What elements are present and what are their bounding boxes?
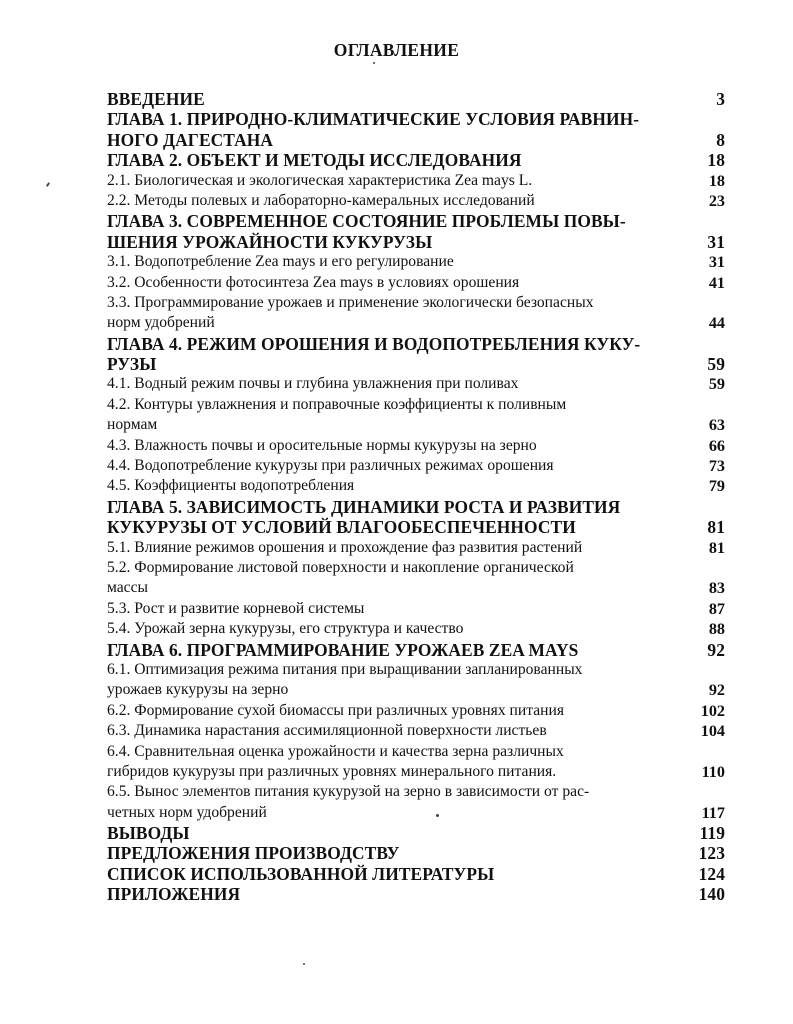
toc-entry-title: ГЛАВА 5. ЗАВИСИМОСТЬ ДИНАМИКИ РОСТА И РАЗВИТИЯ <box>107 496 621 517</box>
toc-entry-line <box>107 497 725 517</box>
toc-chapter-entry <box>107 843 725 863</box>
toc-page-number: 3 <box>716 89 725 109</box>
scan-speck <box>373 62 375 64</box>
toc-entry-line <box>107 823 725 843</box>
toc-entry-title: гибридов кукурузы при различных уровнях минерального питания. <box>107 762 557 780</box>
toc-entry-line <box>107 680 725 700</box>
toc-entry-title: 3.1. Водопотребление Zea mays и его регулирование <box>107 253 454 271</box>
toc-entry-title: урожаев кукурузы на зерно <box>107 681 289 699</box>
toc-page-number: 23 <box>708 191 725 210</box>
toc-chapter-entry <box>107 864 725 884</box>
toc-entry-title: РУЗЫ <box>107 354 157 375</box>
toc-entry-line <box>107 171 725 191</box>
toc-entry-title: ГЛАВА 2. ОБЪЕКТ И МЕТОДЫ ИССЛЕДОВАНИЯ <box>107 150 522 171</box>
toc-page-number: 92 <box>708 681 725 700</box>
toc-section-entry <box>107 599 725 619</box>
toc-section-entry <box>107 374 725 394</box>
toc-entry-line <box>107 374 725 394</box>
toc-entry-title: КУКУРУЗЫ ОТ УСЛОВИЙ ВЛАГООБЕСПЕЧЕННОСТИ <box>107 517 576 538</box>
toc-section-entry <box>107 171 725 191</box>
toc-entry-line <box>107 476 725 496</box>
toc-page-number: 140 <box>698 884 725 905</box>
toc-entry-line <box>107 660 725 680</box>
toc-entry-title: норм удобрений <box>107 314 215 332</box>
toc-page-number: 8 <box>716 129 725 150</box>
toc-entry-title: 6.1. Оптимизация режима питания при выращивании запланированных <box>107 660 583 678</box>
scan-speck <box>303 963 305 965</box>
toc-section-entry <box>107 721 725 741</box>
toc-entry-title: ШЕНИЯ УРОЖАЙНОСТИ КУКУРУЗЫ <box>107 231 433 252</box>
toc-entry-title: 5.3. Рост и развитие корневой системы <box>107 599 365 617</box>
toc-entry-line <box>107 701 725 721</box>
toc-entry-line <box>107 538 725 558</box>
toc-page-number: 59 <box>708 375 725 394</box>
toc-entry-line <box>107 803 725 823</box>
toc-page-number: 18 <box>707 150 725 171</box>
toc-page-number: 123 <box>698 843 725 864</box>
toc-entry-line <box>107 293 725 313</box>
toc-section-entry <box>107 252 725 272</box>
toc-entry-title: 5.1. Влияние режимов орошения и прохождение фаз развития растений <box>107 538 583 556</box>
toc-entry-title: 2.2. Методы полевых и лабораторно-камеральных исследований <box>107 191 535 209</box>
toc-entry-title: ПРИЛОЖЕНИЯ <box>107 884 241 905</box>
toc-section-entry <box>107 660 725 701</box>
toc-entry-line <box>107 109 725 129</box>
toc-entry-line <box>107 782 725 802</box>
toc-page-number: 110 <box>701 762 725 781</box>
toc-entry-title: массы <box>107 579 149 597</box>
toc-section-entry <box>107 742 725 783</box>
toc-chapter-entry <box>107 823 725 843</box>
toc-entry-line <box>107 864 725 884</box>
toc-chapter-entry <box>107 89 725 109</box>
toc-chapter-entry <box>107 497 725 538</box>
toc-entry-title: 3.2. Особенности фотосинтеза Zea mays в условиях орошения <box>107 273 520 291</box>
toc-entry-line <box>107 130 725 150</box>
toc-chapter-entry <box>107 640 725 660</box>
toc-entry-title: ГЛАВА 3. СОВРЕМЕННОЕ СОСТОЯНИЕ ПРОБЛЕМЫ ПОВЫ- <box>107 211 626 232</box>
toc-entry-line <box>107 354 725 374</box>
toc-entry-title: 2.1. Биологическая и экологическая характеристика Zea mays L. <box>107 171 533 189</box>
toc-page-number: 124 <box>698 863 725 884</box>
toc-page-number: 44 <box>708 314 725 333</box>
toc-section-entry <box>107 273 725 293</box>
toc-entry-title: 6.5. Вынос элементов питания кукурузой на зерно в зависимости от рас- <box>107 783 590 801</box>
toc-section-entry <box>107 395 725 436</box>
toc-section-entry <box>107 619 725 639</box>
toc-page-number: 79 <box>708 477 725 496</box>
toc-entry-line <box>107 843 725 863</box>
page-title: ОГЛАВЛЕНИЕ <box>333 40 460 60</box>
toc-page-number: 102 <box>700 701 725 720</box>
toc-page-number: 117 <box>701 803 725 822</box>
toc-section-entry <box>107 456 725 476</box>
toc-page-number: 87 <box>708 599 725 618</box>
toc-chapter-entry <box>107 150 725 170</box>
toc-entry-title: 4.2. Контуры увлажнения и поправочные коэффициенты к поливным <box>107 395 567 413</box>
table-of-contents <box>107 89 725 905</box>
toc-section-entry <box>107 701 725 721</box>
toc-entry-title: ПРЕДЛОЖЕНИЯ ПРОИЗВОДСТВУ <box>107 843 400 864</box>
toc-section-entry <box>107 782 725 823</box>
toc-chapter-entry <box>107 211 725 252</box>
toc-entry-line <box>107 313 725 333</box>
toc-page-number: 31 <box>708 253 725 272</box>
toc-entry-line <box>107 599 725 619</box>
toc-entry-title: ГЛАВА 1. ПРИРОДНО-КЛИМАТИЧЕСКИЕ УСЛОВИЯ РАВНИН- <box>107 109 640 130</box>
toc-entry-line <box>107 742 725 762</box>
toc-entry-line <box>107 436 725 456</box>
toc-entry-title: 6.3. Динамика нарастания ассимиляционной поверхности листьев <box>107 722 547 740</box>
scan-speck <box>46 182 51 187</box>
toc-page-number: 59 <box>707 354 725 375</box>
toc-entry-title: НОГО ДАГЕСТАНА <box>107 129 274 150</box>
toc-entry-title: четных норм удобрений <box>107 803 267 821</box>
toc-chapter-entry <box>107 334 725 375</box>
toc-entry-line <box>107 619 725 639</box>
toc-entry-line <box>107 211 725 231</box>
toc-entry-line <box>107 578 725 598</box>
toc-entry-title: ГЛАВА 6. ПРОГРАММИРОВАНИЕ УРОЖАЕВ ZEA MAYS <box>107 639 579 660</box>
toc-entry-title: нормам <box>107 416 158 434</box>
toc-section-entry <box>107 293 725 334</box>
toc-entry-title: 4.1. Водный режим почвы и глубина увлажнения при поливах <box>107 375 519 393</box>
toc-entry-line <box>107 456 725 476</box>
toc-page-number: 81 <box>707 517 725 538</box>
toc-entry-line <box>107 721 725 741</box>
toc-section-entry <box>107 476 725 496</box>
toc-entry-title: 6.4. Сравнительная оценка урожайности и качества зерна различных <box>107 742 564 760</box>
toc-page-number: 31 <box>707 231 725 252</box>
toc-section-entry <box>107 538 725 558</box>
toc-entry-title: 4.4. Водопотребление кукурузы при различных режимах орошения <box>107 457 554 475</box>
toc-page-number: 63 <box>708 416 725 435</box>
toc-entry-title: ГЛАВА 4. РЕЖИМ ОРОШЕНИЯ И ВОДОПОТРЕБЛЕНИЯ КУКУ- <box>107 333 641 354</box>
toc-entry-line <box>107 762 725 782</box>
toc-page-number: 41 <box>708 273 725 292</box>
toc-entry-line <box>107 558 725 578</box>
toc-entry-line <box>107 884 725 904</box>
toc-entry-title: СПИСОК ИСПОЛЬЗОВАННОЙ ЛИТЕРАТУРЫ <box>107 863 495 884</box>
toc-entry-title: ВВЕДЕНИЕ <box>107 89 205 109</box>
toc-entry-title: 4.3. Влажность почвы и оросительные нормы кукурузы на зерно <box>107 436 537 454</box>
toc-entry-line <box>107 415 725 435</box>
toc-entry-line <box>107 273 725 293</box>
toc-section-entry <box>107 191 725 211</box>
toc-entry-title: 5.4. Урожай зерна кукурузы, его структура и качество <box>107 620 464 638</box>
toc-entry-title: 6.2. Формирование сухой биомассы при различных уровнях питания <box>107 701 564 719</box>
toc-entry-title: 5.2. Формирование листовой поверхности и накопление органической <box>107 558 574 576</box>
toc-chapter-entry <box>107 109 725 150</box>
toc-chapter-entry <box>107 884 725 904</box>
toc-section-entry <box>107 436 725 456</box>
toc-page-number: 18 <box>708 171 725 190</box>
toc-entry-title: 3.3. Программирование урожаев и применение экологически безопасных <box>107 293 594 311</box>
toc-entry-line <box>107 395 725 415</box>
toc-entry-line <box>107 89 725 109</box>
toc-page-number: 92 <box>707 639 725 660</box>
toc-entry-title: 4.5. Коэффициенты водопотребления <box>107 477 355 495</box>
toc-entry-title: ВЫВОДЫ <box>107 823 190 844</box>
toc-page-number: 73 <box>708 457 725 476</box>
toc-entry-line <box>107 334 725 354</box>
toc-page-number: 119 <box>699 823 725 844</box>
scan-speck <box>436 814 439 817</box>
toc-entry-line <box>107 252 725 272</box>
toc-page-number: 66 <box>708 436 725 455</box>
toc-section-entry <box>107 558 725 599</box>
toc-entry-line <box>107 517 725 537</box>
toc-entry-line <box>107 232 725 252</box>
toc-entry-line <box>107 150 725 170</box>
toc-entry-line <box>107 640 725 660</box>
toc-page-number: 88 <box>708 620 725 639</box>
toc-page-number: 83 <box>708 579 725 598</box>
toc-page-number: 81 <box>708 538 725 557</box>
toc-entry-line <box>107 191 725 211</box>
toc-page-number: 104 <box>700 722 725 741</box>
